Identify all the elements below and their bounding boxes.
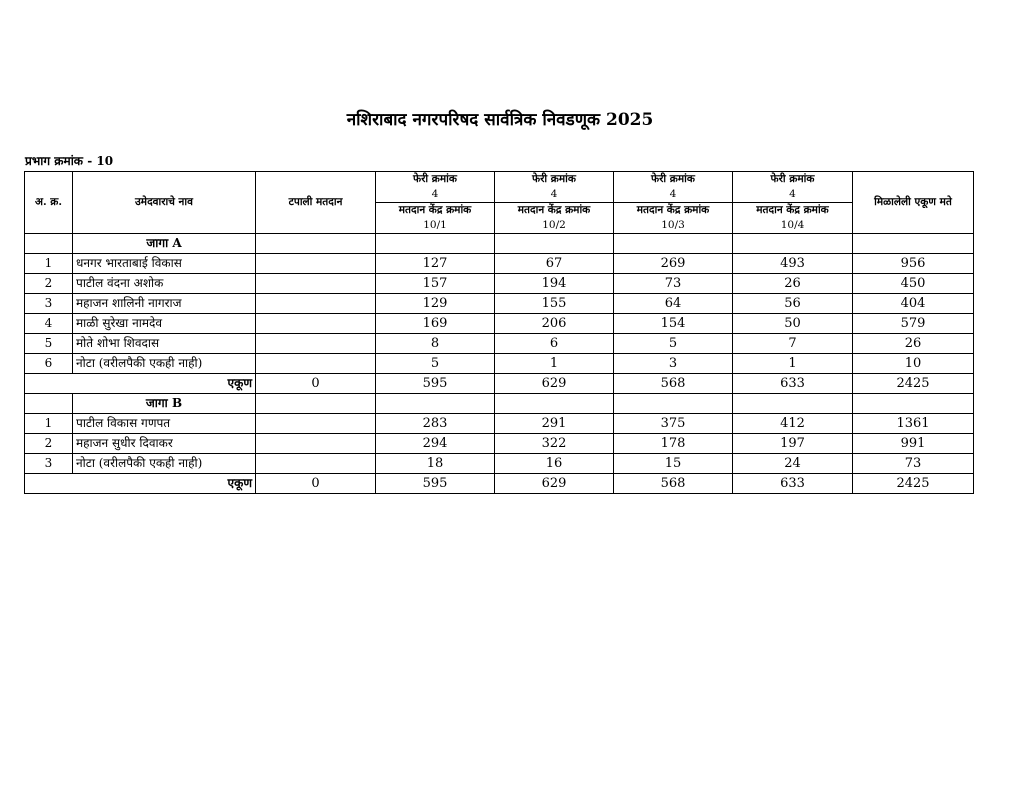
ward-number-label: प्रभाग क्रमांक - 10 [25,154,114,168]
booth-votes: 5 [614,334,733,354]
postal-votes [256,294,376,314]
total-row [25,474,974,494]
booth-votes: 322 [495,434,614,454]
booth-votes: 493 [733,254,853,274]
total-votes: 10 [853,354,974,374]
empty-cell [376,234,495,254]
candidate-name: पाटील विकास गणपत [73,414,256,434]
empty-cell [256,234,376,254]
booth-label: मतदान केंद्र क्रमांक [756,204,829,216]
total-votes: 450 [853,274,974,294]
seat-label-row [25,234,974,254]
booth-votes: 178 [614,434,733,454]
booth-votes: 16 [495,454,614,474]
header-booth-2 [495,203,614,234]
empty-cell [614,234,733,254]
header-round-4 [733,172,853,203]
booth-number: 10/3 [661,219,685,231]
candidate-name: नोटा (वरीलपैकी एकही नाही) [73,354,256,374]
round-label: फेरी क्रमांक [651,173,695,185]
booth-votes: 294 [376,434,495,454]
candidate-name: महाजन शालिनी नागराज [73,294,256,314]
serial-number: 6 [25,354,73,374]
booth-votes: 15 [614,454,733,474]
booth-votes: 375 [614,414,733,434]
booth-total: 629 [495,474,614,494]
booth-votes: 169 [376,314,495,334]
booth-label: मतदान केंद्र क्रमांक [517,204,591,216]
booth-total: 633 [733,374,853,394]
empty-cell [25,394,73,414]
postal-votes [256,314,376,334]
booth-votes: 157 [376,274,495,294]
postal-votes [256,454,376,474]
total-label: एकूण [25,374,256,394]
booth-votes: 412 [733,414,853,434]
booth-votes: 197 [733,434,853,454]
header-postal-votes: टपाली मतदान [256,172,376,234]
booth-votes: 3 [614,354,733,374]
candidate-name: धनगर भारताबाई विकास [73,254,256,274]
booth-total: 595 [376,374,495,394]
header-booth-3 [614,203,733,234]
document-title: नशिराबाद नगरपरिषद सार्वत्रिक निवडणूक 2025 [346,110,654,130]
booth-votes: 154 [614,314,733,334]
header-round-1 [376,172,495,203]
booth-votes: 283 [376,414,495,434]
booth-votes: 127 [376,254,495,274]
round-number: 4 [550,188,558,200]
results-body [25,234,974,494]
booth-votes: 67 [495,254,614,274]
header-serial: अ. क्र. [25,172,73,234]
booth-votes: 291 [495,414,614,434]
booth-votes: 73 [614,274,733,294]
empty-cell [256,394,376,414]
total-votes: 579 [853,314,974,334]
round-number: 4 [431,188,439,200]
booth-votes: 1 [733,354,853,374]
booth-total: 595 [376,474,495,494]
booth-votes: 194 [495,274,614,294]
booth-total: 633 [733,474,853,494]
booth-total: 568 [614,474,733,494]
table-row [25,334,974,354]
postal-votes [256,254,376,274]
seat-label-row [25,394,974,414]
round-number: 4 [789,188,796,200]
postal-votes [256,434,376,454]
postal-votes [256,334,376,354]
table-row [25,434,974,454]
round-label: फेरी क्रमांक [532,173,576,185]
empty-cell [495,234,614,254]
table-row [25,414,974,434]
postal-votes [256,354,376,374]
booth-votes: 6 [495,334,614,354]
table-row [25,314,974,334]
booth-number: 10/4 [780,219,805,231]
total-votes: 26 [853,334,974,354]
header-booth-4 [733,203,853,234]
candidate-name: पाटील वंदना अशोक [73,274,256,294]
booth-votes: 5 [376,354,495,374]
booth-votes: 155 [495,294,614,314]
candidate-name: नोटा (वरीलपैकी एकही नाही) [73,454,256,474]
empty-cell [733,234,853,254]
booth-label: मतदान केंद्र क्रमांक [398,204,472,216]
booth-votes: 1 [495,354,614,374]
total-label: एकूण [25,474,256,494]
table-row [25,354,974,374]
header-candidate-name: उमेदवाराचे नाव [73,172,256,234]
empty-cell [25,234,73,254]
candidate-name: महाजन सुधीर दिवाकर [73,434,256,454]
total-votes: 404 [853,294,974,314]
grand-total: 2425 [853,474,974,494]
grand-total: 2425 [853,374,974,394]
booth-label: मतदान केंद्र क्रमांक [636,204,710,216]
serial-number: 1 [25,254,73,274]
empty-cell [853,234,974,254]
header-booth-1 [376,203,495,234]
booth-votes: 269 [614,254,733,274]
empty-cell [376,394,495,414]
total-votes: 956 [853,254,974,274]
booth-votes: 56 [733,294,853,314]
postal-votes [256,414,376,434]
booth-votes: 64 [614,294,733,314]
empty-cell [733,394,853,414]
results-table [24,171,974,494]
booth-votes: 7 [733,334,853,354]
table-row [25,274,974,294]
empty-cell [495,394,614,414]
postal-votes [256,274,376,294]
serial-number: 4 [25,314,73,334]
booth-votes: 206 [495,314,614,334]
serial-number: 2 [25,274,73,294]
candidate-name: माळी सुरेखा नामदेव [73,314,256,334]
header-row-rounds [25,172,974,203]
round-number: 4 [669,188,677,200]
table-row [25,454,974,474]
total-votes: 1361 [853,414,974,434]
total-votes: 991 [853,434,974,454]
serial-number: 1 [25,414,73,434]
table-row [25,294,974,314]
serial-number: 3 [25,454,73,474]
header-round-3 [614,172,733,203]
seat-label: जागा A [73,234,256,254]
round-label: फेरी क्रमांक [413,173,457,185]
serial-number: 3 [25,294,73,314]
postal-total: 0 [256,474,376,494]
serial-number: 5 [25,334,73,354]
empty-cell [614,394,733,414]
total-votes: 73 [853,454,974,474]
booth-votes: 129 [376,294,495,314]
seat-label: जागा B [73,394,256,414]
booth-number: 10/1 [423,219,447,231]
round-label: फेरी क्रमांक [770,173,815,185]
booth-number: 10/2 [542,219,566,231]
booth-votes: 26 [733,274,853,294]
total-row [25,374,974,394]
postal-total: 0 [256,374,376,394]
booth-votes: 8 [376,334,495,354]
booth-total: 629 [495,374,614,394]
booth-votes: 18 [376,454,495,474]
booth-votes: 50 [733,314,853,334]
booth-total: 568 [614,374,733,394]
empty-cell [853,394,974,414]
candidate-name: मोते शोभा शिवदास [73,334,256,354]
header-total-votes: मिळालेली एकूण मते [853,172,974,234]
table-row [25,254,974,274]
booth-votes: 24 [733,454,853,474]
serial-number: 2 [25,434,73,454]
header-round-2 [495,172,614,203]
